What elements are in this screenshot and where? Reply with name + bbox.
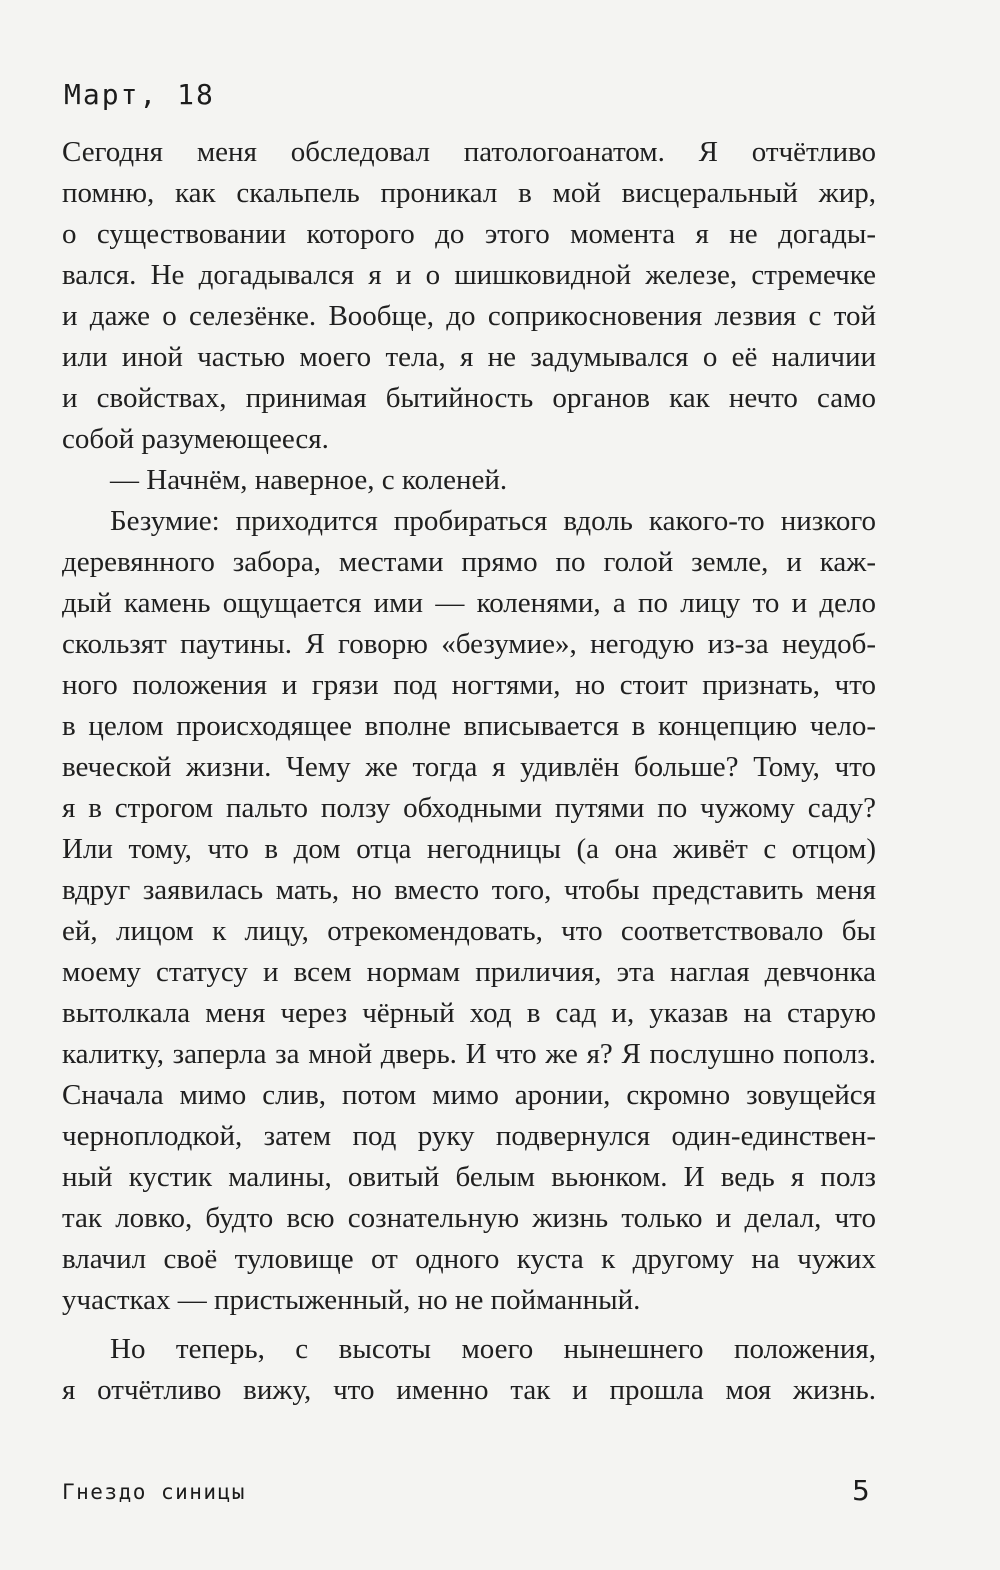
text-line: Но теперь, с высоты моего нынешнего положения,	[110, 1333, 876, 1365]
text-line: моему статусу и всем нормам приличия, эта наглая девчонка	[62, 956, 876, 988]
text-line: помню, как скальпель проникал в мой висцеральный жир,	[62, 177, 876, 209]
text-line: влачил своё туловище от одного куста к другому на чужих	[62, 1243, 876, 1275]
text-line: ный кустик малины, овитый белым вьюнком. И ведь я полз	[62, 1161, 876, 1193]
text-line: скользят паутины. Я говорю «безумие», негодую из-за неудоб-	[62, 628, 876, 660]
text-line: вался. Не догадывался я и о шишковидной железе, стремечке	[62, 259, 876, 291]
text-line: ей, лицом к лицу, отрекомендовать, что соответствовало бы	[62, 915, 876, 947]
text-line: вытолкала меня через чёрный ход в сад и, указав на старую	[62, 997, 876, 1029]
text-line: и свойствах, принимая бытийность органов как нечто само	[62, 382, 876, 414]
text-line: ного положения и грязи под ногтями, но стоит признать, что	[62, 669, 876, 701]
text-line: и даже о селезёнке. Вообще, до соприкосновения лезвия с той	[62, 300, 876, 332]
text-line: Или тому, что в дом отца негодницы (а она живёт с отцом)	[62, 833, 876, 865]
text-line: о существовании которого до этого момента я не догады-	[62, 218, 876, 250]
text-line: вдруг заявилась мать, но вместо того, чтобы представить меня	[62, 874, 876, 906]
text-line: в целом происходящее вполне вписывается в концепцию чело-	[62, 710, 876, 742]
text-line: калитку, заперла за мной дверь. И что же я? Я послушно пополз.	[62, 1038, 876, 1070]
text-line: Сегодня меня обследовал патологоанатом. Я отчётливо	[62, 136, 876, 168]
diary-entry-date: Март, 18	[64, 78, 215, 111]
text-line: или иной частью моего тела, я не задумывался о её наличии	[62, 341, 876, 373]
running-footer-book-title: Гнездо синицы	[62, 1480, 246, 1504]
text-line: Сначала мимо слив, потом мимо аронии, скромно зовущейся	[62, 1079, 876, 1111]
text-line: веческой жизни. Чему же тогда я удивлён больше? Тому, что	[62, 751, 876, 783]
text-line: я отчётливо вижу, что именно так и прошла моя жизнь.	[62, 1374, 876, 1406]
text-line: участках — пристыженный, но не пойманный.	[62, 1284, 641, 1316]
page-number: 5	[852, 1474, 870, 1507]
body-text	[62, 132, 876, 1411]
text-line: деревянного забора, местами прямо по голой земле, и каж-	[62, 546, 876, 578]
dialogue-line: — Начнём, наверное, с коленей.	[110, 464, 508, 496]
text-line: черноплодкой, затем под руку подвернулся один-единствен-	[62, 1120, 876, 1152]
text-line: дый камень ощущается ими — коленями, а по лицу то и дело	[62, 587, 876, 619]
text-line: собой разумеющееся.	[62, 423, 329, 455]
text-line: так ловко, будто всю сознательную жизнь только и делал, что	[62, 1202, 876, 1234]
text-line: Безумие: приходится пробираться вдоль какого-то низкого	[110, 505, 876, 537]
text-line: я в строгом пальто ползу обходными путями по чужому саду?	[62, 792, 876, 824]
paragraph-gap	[62, 1321, 876, 1329]
